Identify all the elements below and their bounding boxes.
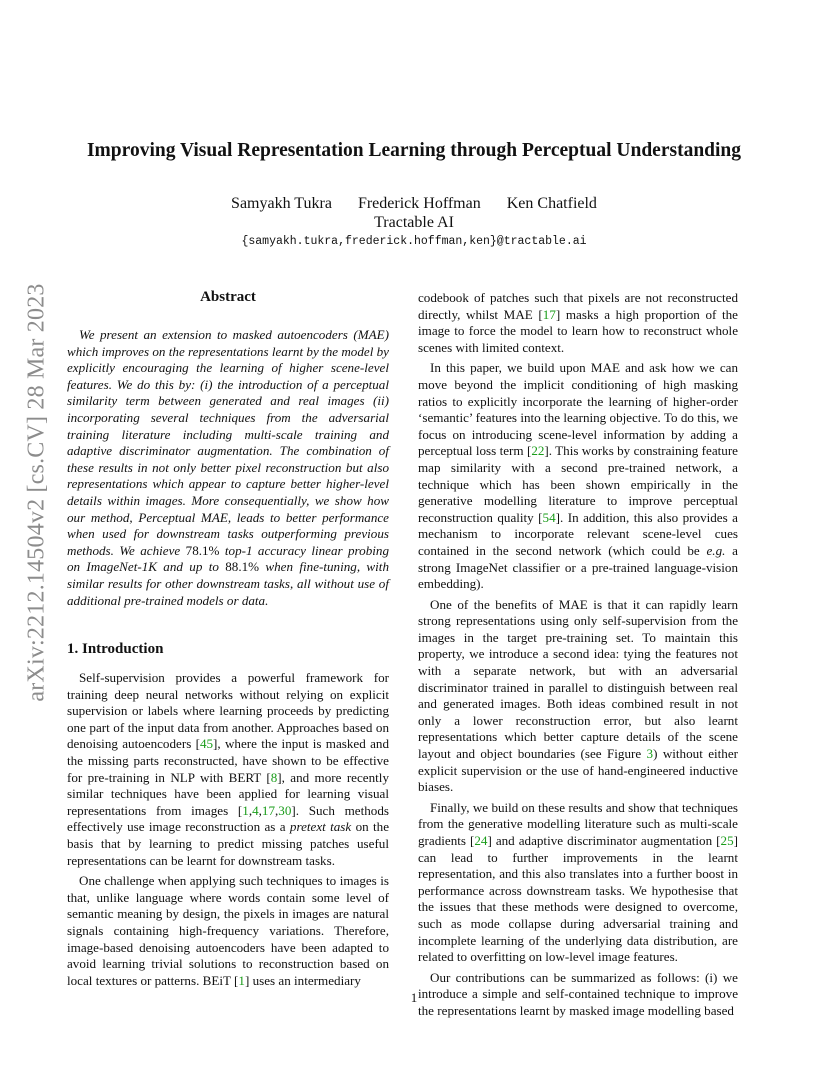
arxiv-identifier-text: arXiv:2212.14504v2 [cs.CV] 28 Mar 2023 xyxy=(23,282,50,702)
paper-title: Improving Visual Representation Learning through Perceptual Understanding xyxy=(86,140,742,161)
abstract-text: We present an extension to masked autoencoders (MAE) which improves on the representations learnt by the model by explicitly encouraging the learning of higher scene-level features. We do this by: (i) the introduction of a perceptual similarity term between generated and real images (ii) incorporating several techniques from the adversarial training literature including multi-scale training and adaptive discriminator augmentation. The combination of these results in not only better pixel reconstruction but also representations which appear to capture better higher-level details within images. More consequentially, we show how our method, Perceptual MAE, leads to better performance when used for downstream tasks outperforming previous methods. We achieve 78.1% top-1 accuracy linear probing on ImageNet-1K and up to 88.1% when fine-tuning, with similar results for other downstream tasks, all without use of additional pre-trained models or data. xyxy=(67,327,389,608)
citation-link[interactable]: 45 xyxy=(199,736,214,752)
citation-link[interactable]: 1 xyxy=(242,802,249,818)
emphasis-eg: e.g. xyxy=(706,542,726,558)
section-heading-introduction: 1. Introduction xyxy=(67,641,164,658)
page-number: 1 xyxy=(410,990,418,1005)
author-name: Frederick Hoffman xyxy=(357,195,481,212)
author-emails: {samyakh.tukra,frederick.hoffman,ken}@tractable.ai xyxy=(241,235,587,248)
intro-paragraph-1: Self-supervision provides a powerful framework for training deep neural networks without relying on explicit supervision or labels where learning proceeds by predicting one part of the input data from another. Approaches based on denoising autoencoders [45], where the input is masked and the missing parts reconstructed, have shown to be effective for pre-training in NLP with BERT [8], and more recently similar techniques have been applied for learning visual representations from images [1,4,17,30]. Such methods effectively use image reconstruction as a pretext task on the basis that by learning to predict missing patches useful representations can be learnt for downstream tasks. xyxy=(67,670,390,868)
right-paragraph-1: In this paper, we build upon MAE and ask how we can move beyond the implicit conditioning of high masking ratios to explicitly incorporate the learning of higher-order ‘semantic’ features into the learning objective. To do this, we focus on introducing scene-level information by adding a perceptual loss term [22]. This works by constraining feature map similarity with a second pre-trained network, a technique which has been shown empirically in the generative modelling literature to improve perceptual reconstruction quality [54]. In addition, this also provides a mechanism to incorporate relevant scene-level cues contained in the second network (which could be e.g. a strong ImageNet classifier or a pre-trained language-vision embedding). xyxy=(418,360,738,592)
author-list xyxy=(0,195,828,213)
linear-probe-accuracy: 78.1% xyxy=(185,542,220,558)
author-name: Ken Chatfield xyxy=(506,195,597,212)
right-paragraph-3: Finally, we build on these results and show that techniques from the generative modelling literature such as multi-scale gradients [24] and adaptive discriminator augmentation [25] can lead to further improvements in the learnt representation, and this also translates into a further boost in performance across downstream tasks. We hypothesise that the issues that these methods were designed to overcome, such as mode collapse during adversarial training and incomplete learning of the underlying data distribution, are related to overfitting on low-level image features. xyxy=(418,799,738,965)
citation-link[interactable]: 25 xyxy=(720,833,734,848)
citation-link[interactable]: 30 xyxy=(278,802,292,818)
figure-reference-link[interactable]: 3 xyxy=(646,746,654,762)
citation-link[interactable]: 17 xyxy=(261,802,276,818)
fine-tune-accuracy: 88.1% xyxy=(225,559,260,575)
emphasis-pretext-task: pretext task xyxy=(289,819,352,835)
right-column xyxy=(418,290,738,1024)
citation-link[interactable]: 1 xyxy=(238,972,245,988)
author-name: Samyakh Tukra xyxy=(231,195,332,212)
right-paragraph-4: Our contributions can be summarized as follows: (i) we introduce a simple and self-contained technique to improve the representations learnt by masked image modelling based xyxy=(418,969,738,1018)
intro-paragraph-2: One challenge when applying such techniques to images is that, unlike language where words contain some level of semantic meaning by design, the pixels in images are natural signals containing high-frequency variations. Therefore, image-based denoising autoencoders have been adapted to avoid learning trivial solutions to reconstruction based on local textures or patterns. BEiT [1] uses an intermediary xyxy=(67,873,389,988)
affiliation: Tractable AI xyxy=(374,214,454,231)
arxiv-identifier xyxy=(21,282,53,702)
citation-link[interactable]: 22 xyxy=(531,443,545,459)
left-column xyxy=(67,288,389,993)
abstract-heading: Abstract xyxy=(200,289,256,305)
citation-link[interactable]: 4 xyxy=(252,802,259,818)
citation-link[interactable]: 8 xyxy=(270,769,278,785)
citation-link[interactable]: 24 xyxy=(474,833,488,848)
right-paragraph-continued: codebook of patches such that pixels are not reconstructed directly, whilst MAE [17] masks a high proportion of the image to force the model to learn how to reconstruct whole scenes with limited context. xyxy=(418,290,738,355)
citation-link[interactable]: 17 xyxy=(542,306,556,322)
right-paragraph-2: One of the benefits of MAE is that it can rapidly learn strong representations using only self-supervision from the images in the target pre-training set. To maintain this property, we introduce a second idea: tying the features not with a separate network, but with an adversarial discriminator trained in parallel to distinguish between real and generated images. Both ideas combined result in not only a lower reconstruction error, but also learnt representations which better capture details of the scene layout and object boundaries (see Figure 3) without either explicit supervision or the use of hand-engineered inductive biases. xyxy=(418,596,739,795)
citation-link[interactable]: 54 xyxy=(542,509,556,525)
